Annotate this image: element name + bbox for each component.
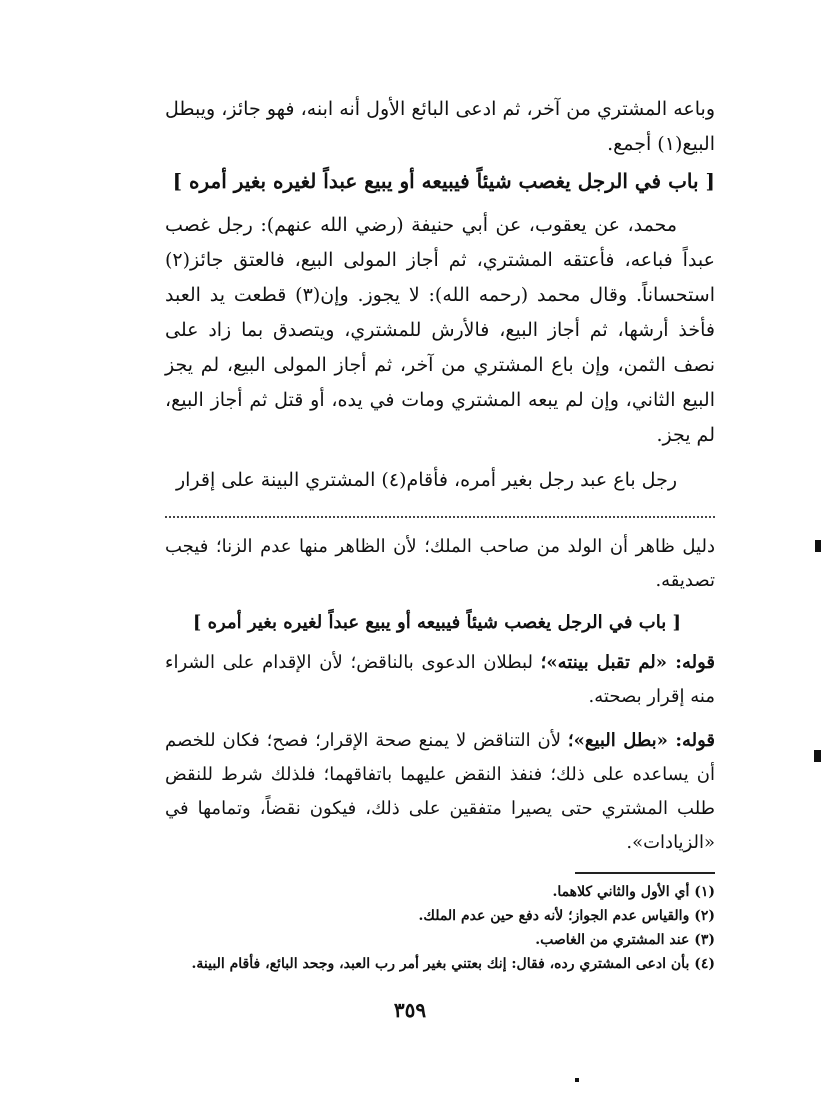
scan-mark	[814, 750, 821, 762]
commentary-keyword-3: قوله: «بطل البيع»؛	[567, 730, 715, 751]
scan-mark	[815, 540, 821, 552]
footnote-2: (٢) والقياس عدم الجواز؛ لأنه دفع حين عدم الملك.	[418, 908, 715, 924]
commentary-text-2: لبطلان الدعوى بالناقض؛ لأن الإقدام على الشراء منه إقرار بصحته.	[165, 652, 715, 707]
footnote-rule	[575, 872, 715, 874]
footnote-1: (١) أي الأول والثاني كلاهما.	[552, 884, 715, 900]
spacer	[165, 453, 715, 463]
footnote-3: (٣) عند المشتري من الغاصب.	[535, 932, 715, 948]
commentary-keyword-2: قوله: «لم تقبل بينته»؛	[540, 652, 715, 673]
commentary-paragraph-1: دليل ظاهر أن الولد من صاحب الملك؛ لأن الظاهر منها عدم الزنا؛ فيجب تصديقه.	[165, 536, 715, 591]
main-paragraph-2: رجل باع عبد رجل بغير أمره، فأقام(٤) المشتري البينة على إقرار	[175, 469, 677, 491]
commentary-section	[165, 530, 715, 860]
main-paragraph-1: محمد، عن يعقوب، عن أبي حنيفة (رضي الله عنهم): رجل غصب عبداً فباعه، فأعتقه المشتري، ثم أجاز المولى البيع، فالعتق جائز(٢) استحساناً. وقال محمد (رحمه الله): لا يجوز. وإن(٣) قطعت يد العبد فأخذ أرشها، ثم أجاز البيع، فالأرش للمشتري، ويتصدق بما زاد على نصف الثمن، وإن باع المشتري من آخر، ثم أجاز المولى البيع، لم يجز البيع الثاني، وإن لم يبعه المشتري ومات في يده، أو قتل ثم أجاز البيع، لم يجز.	[165, 214, 715, 446]
commentary-paragraph-3	[165, 724, 715, 860]
chapter-heading: [ باب في الرجل يغصب شيئاً فيبيعه أو يبيع عبداً لغيره بغير أمره ]	[172, 169, 715, 193]
page-number: ٣٥٩	[393, 998, 427, 1022]
footnotes	[165, 872, 715, 976]
spacer	[165, 714, 715, 724]
scan-mark	[575, 1078, 579, 1082]
commentary-text-3: لأن التناقض لا يمنع صحة الإقرار؛ فصح؛ فكان للخصم أن يساعده على ذلك؛ فنفذ النقض عليهما باتفاقهما؛ فلذلك شرط للنقض طلب المشتري حتى يصيرا متفقين على ذلك، فيكون نقضاً، وتمامها في «الزيادات».	[165, 730, 715, 853]
dotted-separator	[165, 516, 715, 518]
footnote-4: (٤) بأن ادعى المشتري رده، فقال: إنك بعتني بغير أمر رب العبد، وجحد البائع، فأقام البينة.	[191, 956, 715, 972]
main-text	[165, 92, 715, 860]
commentary-paragraph-2	[165, 646, 715, 714]
commentary-heading: [ باب في الرجل يغصب شيئاً فيبيعه أو يبيع عبداً لغيره بغير أمره ]	[192, 612, 681, 633]
intro-paragraph: وباعه المشتري من آخر، ثم ادعى البائع الأول أنه ابنه، فهو جائز، ويبطل البيع(١) أجمع.	[165, 98, 715, 155]
